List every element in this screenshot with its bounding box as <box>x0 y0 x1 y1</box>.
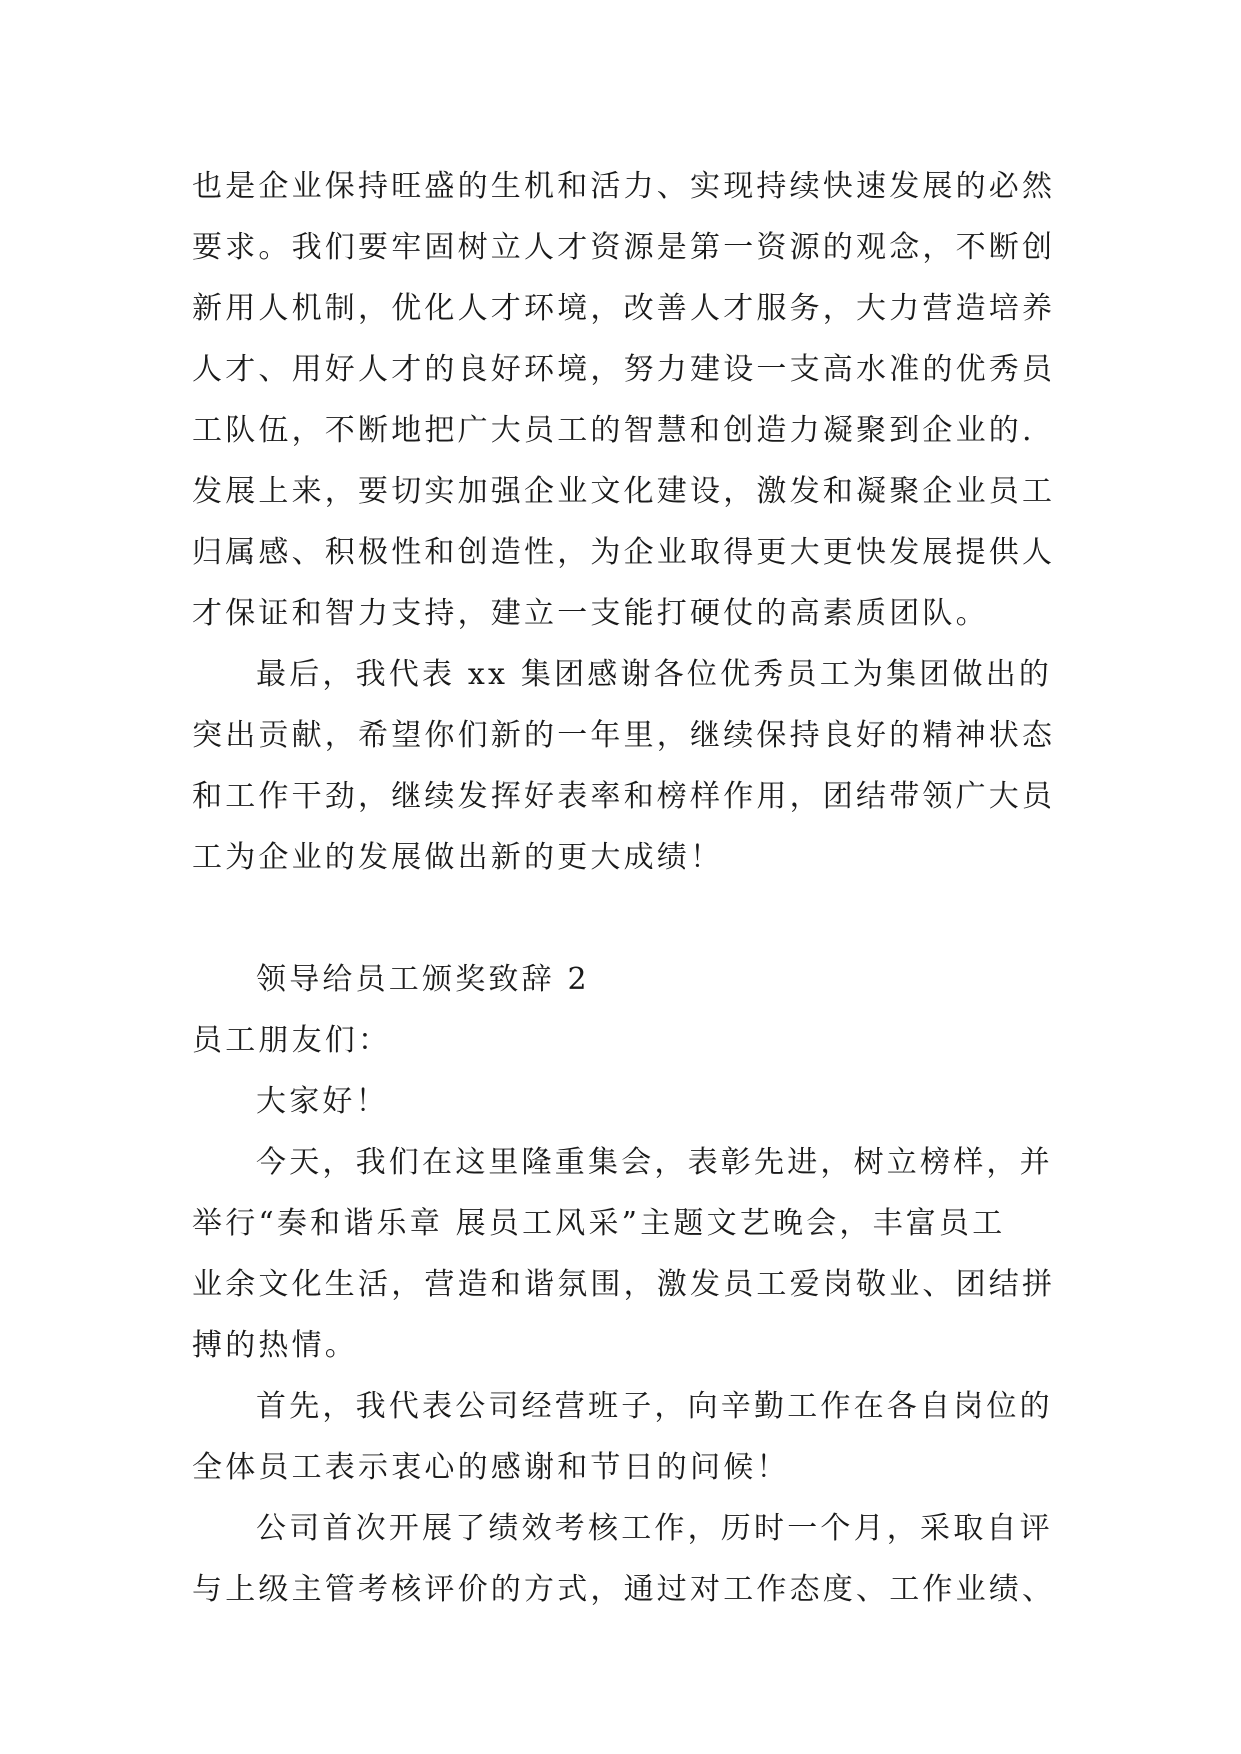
text-line: 才保证和智力支持，建立一支能打硬仗的高素质团队。 <box>192 596 989 631</box>
text-line: 公司首次开展了绩效考核工作，历时一个月，采取自评 <box>256 1511 1053 1546</box>
text-line: 最后，我代表 xx 集团感谢各位优秀员工为集团做出的 <box>256 657 1053 692</box>
text-line: 新用人机制，优化人才环境，改善人才服务，大力营造培养 <box>192 291 1056 326</box>
paragraph-performance <box>192 1498 1072 1620</box>
text-line: 要求。我们要牢固树立人才资源是第一资源的观念，不断创 <box>192 230 1056 265</box>
text-line: 发展上来，要切实加强企业文化建设，激发和凝聚企业员工 <box>192 474 1056 509</box>
salutation <box>192 1010 1072 1071</box>
text-line: 突出贡献，希望你们新的一年里，继续保持良好的精神状态 <box>192 718 1056 753</box>
text-line: 工队伍，不断地把广大员工的智慧和创造力凝聚到企业的. <box>192 413 1035 448</box>
text-line: 与上级主管考核评价的方式，通过对工作态度、工作业绩、 <box>192 1572 1056 1607</box>
paragraph-talent <box>192 156 1072 644</box>
paragraph-gratitude <box>192 1376 1072 1498</box>
text-line: 全体员工表示衷心的感谢和节日的问候！ <box>192 1450 790 1485</box>
text-line: 归属感、积极性和创造性，为企业取得更大更快发展提供人 <box>192 535 1056 570</box>
text-line: 搏的热情。 <box>192 1328 358 1363</box>
text-line: 举行“奏和谐乐章 展员工风采”主题文艺晚会，丰富员工 <box>192 1206 1006 1241</box>
blank-line <box>192 888 1072 949</box>
paragraph-closing-thanks <box>192 644 1072 888</box>
text-line: 也是企业保持旺盛的生机和活力、实现持续快速发展的必然 <box>192 169 1056 204</box>
section-heading: 领导给员工颁奖致辞 2 <box>256 962 590 997</box>
text-line: 大家好！ <box>256 1084 389 1119</box>
text-line: 今天，我们在这里隆重集会，表彰先进，树立榜样，并 <box>256 1145 1053 1180</box>
text-line: 首先，我代表公司经营班子，向辛勤工作在各自岗位的 <box>256 1389 1053 1424</box>
text-line: 业余文化生活，营造和谐氛围，激发员工爱岗敬业、团结拼 <box>192 1267 1056 1302</box>
text-line: 工为企业的发展做出新的更大成绩！ <box>192 840 724 875</box>
document-body <box>192 156 1072 1620</box>
text-line: 员工朋友们： <box>192 1023 392 1058</box>
text-line: 和工作干劲，继续发挥好表率和榜样作用，团结带领广大员 <box>192 779 1056 814</box>
greeting <box>192 1071 1072 1132</box>
paragraph-gathering <box>192 1132 1072 1376</box>
text-line: 人才、用好人才的良好环境，努力建设一支高水准的优秀员 <box>192 352 1056 387</box>
